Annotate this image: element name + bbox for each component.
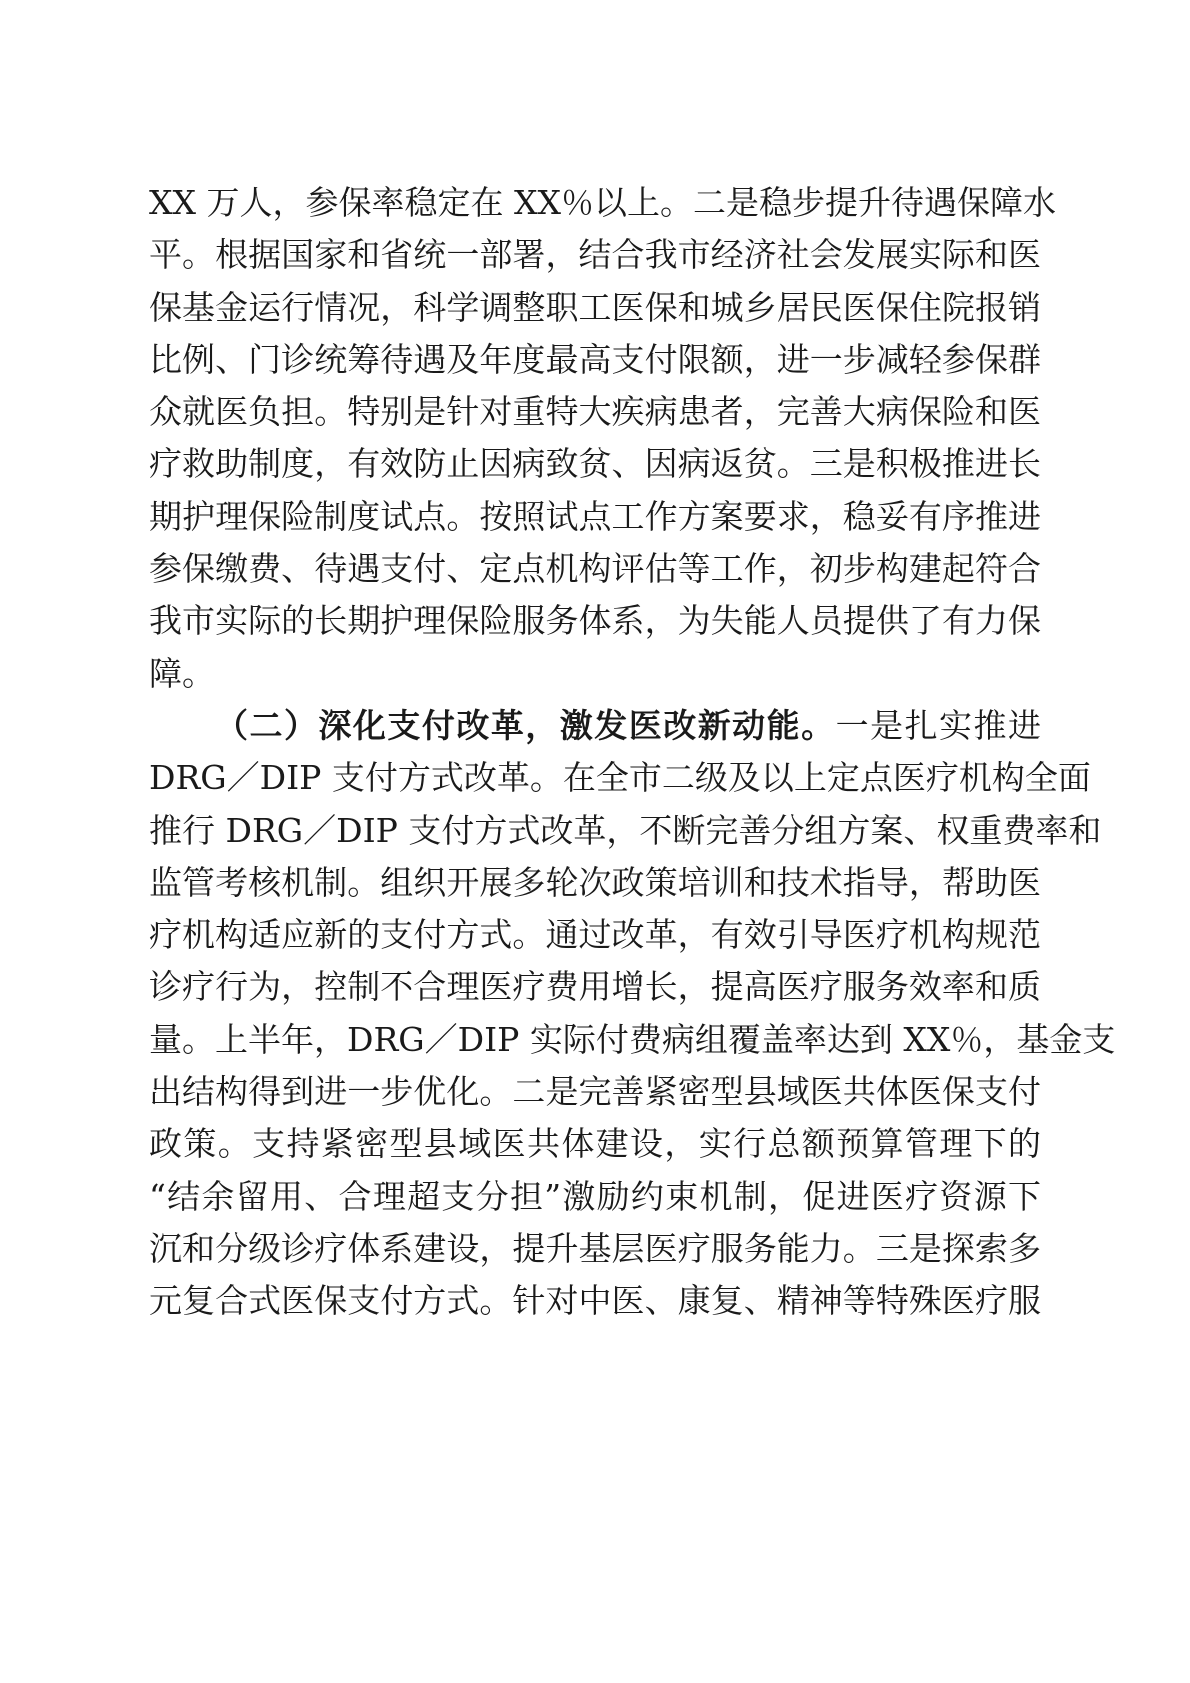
text-line: 沉和分级诊疗体系建设，提升基层医疗服务能力。三是探索多 xyxy=(149,1228,1041,1268)
section-heading: （二）深化支付改革，激发医改新动能。 xyxy=(215,705,836,745)
text-line: 政策。支持紧密型县域医共体建设，实行总额预算管理下的 xyxy=(149,1124,1041,1164)
text-line: 监管考核机制。组织开展多轮次政策培训和技术指导，帮助医 xyxy=(149,862,1041,902)
text-line: 期护理保险制度试点。按照试点工作方案要求，稳妥有序推进 xyxy=(149,496,1041,536)
text-line: 疗机构适应新的支付方式。通过改革，有效引导医疗机构规范 xyxy=(149,915,1041,955)
text-line: DRG／DIP 支付方式改革。在全市二级及以上定点医疗机构全面 xyxy=(149,758,1091,798)
text-line: 量。上半年，DRG／DIP 实际付费病组覆盖率达到 XX％，基金支 xyxy=(149,1019,1116,1059)
text-line: 众就医负担。特别是针对重特大疾病患者，完善大病保险和医 xyxy=(149,392,1041,432)
text-line: 比例、门诊统筹待遇及年度最高支付限额，进一步减轻参保群 xyxy=(149,339,1041,379)
text-line: 我市实际的长期护理保险服务体系，为失能人员提供了有力保 xyxy=(149,601,1041,641)
text-line: 元复合式医保支付方式。针对中医、康复、精神等特殊医疗服 xyxy=(149,1281,1041,1321)
text-line: 参保缴费、待遇支付、定点机构评估等工作，初步构建起符合 xyxy=(149,549,1041,589)
body-text xyxy=(149,177,1116,1328)
text-line: XX 万人，参保率稳定在 XX％以上。二是稳步提升待遇保障水 xyxy=(149,183,1056,222)
text-line: 保基金运行情况，科学调整职工医保和城乡居民医保住院报销 xyxy=(149,287,1041,327)
text-line: 出结构得到进一步优化。二是完善紧密型县域医共体医保支付 xyxy=(149,1072,1041,1112)
text-line: 推行 DRG／DIP 支付方式改革，不断完善分组方案、权重费率和 xyxy=(149,810,1102,850)
text-line: 诊疗行为，控制不合理医疗费用增长，提高医疗服务效率和质 xyxy=(149,967,1041,1007)
text-line: “结余留用、合理超支分担”激励约束机制，促进医疗资源下 xyxy=(149,1176,1041,1216)
section-first-line-rest: 一是扎实推进 xyxy=(835,705,1042,745)
section-first-line xyxy=(149,700,1041,752)
text-line: 平。根据国家和省统一部署，结合我市经济社会发展实际和医 xyxy=(149,235,1041,275)
text-line: 障。 xyxy=(149,653,215,693)
text-line: 疗救助制度，有效防止因病致贫、因病返贫。三是积极推进长 xyxy=(149,444,1041,484)
